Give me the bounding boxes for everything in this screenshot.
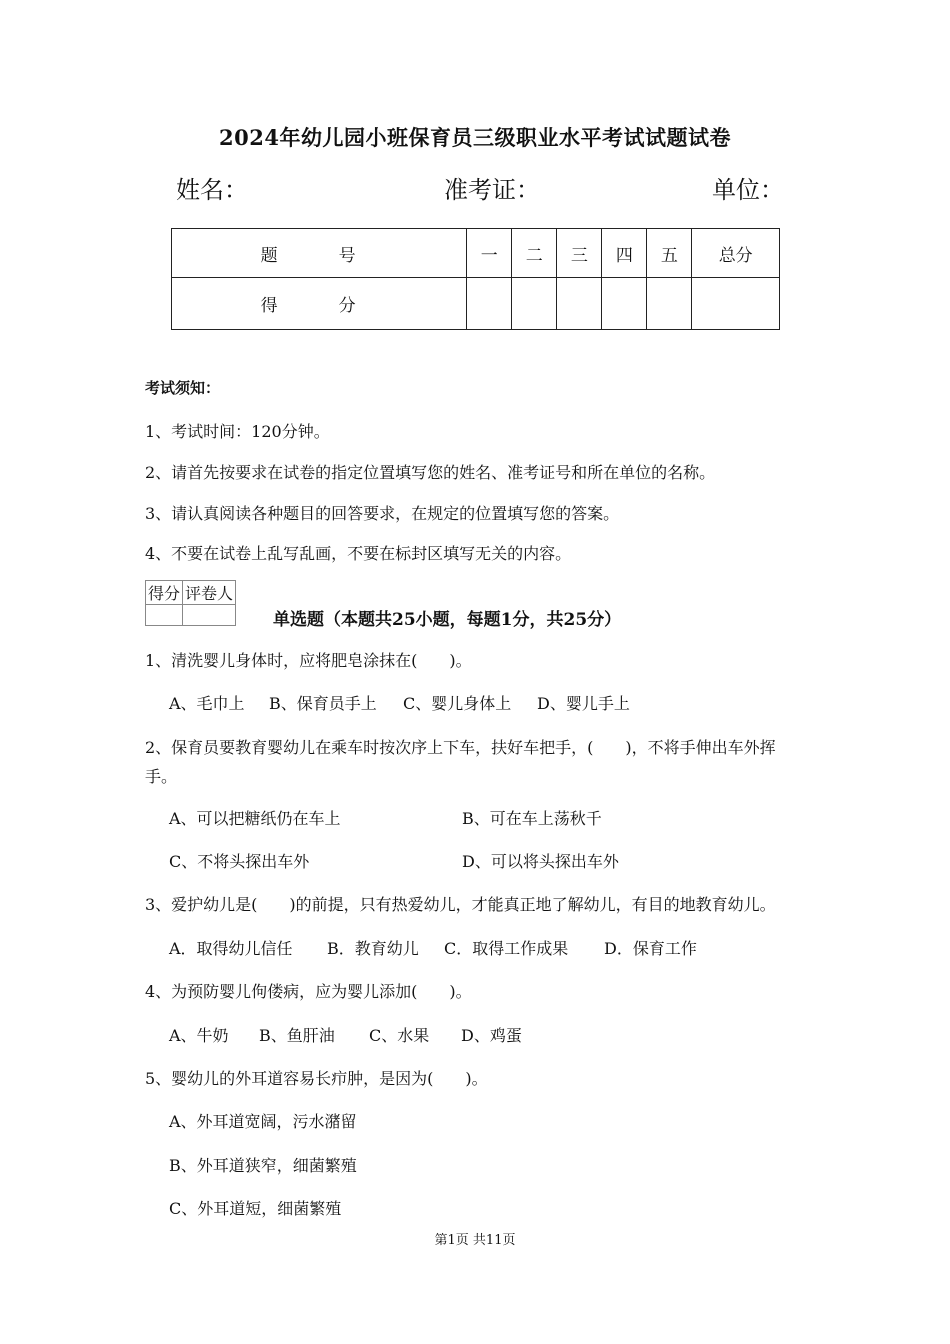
column-header: 二 — [512, 229, 557, 278]
unit-field-label: 单位： — [712, 176, 784, 204]
notice-item: 2、请首先按要求在试卷的指定位置填写您的姓名、准考证号和所在单位的名称。 — [145, 463, 716, 482]
option: C、不将头探出车外 — [169, 852, 310, 871]
grader-name-label: 评卷人 — [183, 581, 236, 605]
section-title: 单选题（本题共25小题，每题1分，共25分） — [273, 610, 622, 630]
question-stem: 3、爱护幼儿是( )的前提，只有热爱幼儿，才能真正地了解幼儿，有目的地教育幼儿。 — [145, 895, 776, 914]
question-stem: 2、保育员要教育婴幼儿在乘车时按次序上下车，扶好车把手，( )，不将手伸出车外挥 — [145, 738, 776, 757]
option: C、外耳道短，细菌繁殖 — [169, 1199, 342, 1218]
option: B、可在车上荡秋千 — [462, 809, 602, 828]
score-table — [171, 228, 780, 330]
option: A、可以把糖纸仍在车上 — [169, 809, 341, 828]
score-cell — [647, 278, 692, 330]
notice-item: 3、请认真阅读各种题目的回答要求，在规定的位置填写您的答案。 — [145, 504, 620, 523]
option: D．保育工作 — [604, 939, 697, 958]
name-field-label: 姓名： — [176, 176, 248, 204]
score-table-header-row — [172, 229, 780, 278]
option: C、水果 — [369, 1026, 430, 1045]
column-header: 三 — [557, 229, 602, 278]
score-cell — [602, 278, 647, 330]
page-footer: 第1页 共11页 — [434, 1233, 516, 1248]
grader-score-label: 得分 — [146, 581, 183, 605]
column-header: 四 — [602, 229, 647, 278]
exam-number-field-label: 准考证： — [444, 176, 540, 204]
score-table-score-row — [172, 278, 780, 330]
score-cell — [557, 278, 602, 330]
question-stem-continuation: 手。 — [145, 767, 178, 786]
grader-name-cell — [183, 605, 236, 626]
question-stem: 1、清洗婴儿身体时，应将肥皂涂抹在( )。 — [145, 651, 472, 670]
option: A、毛巾上 — [169, 694, 245, 713]
option: D、婴儿手上 — [537, 694, 630, 713]
question-stem: 5、婴幼儿的外耳道容易长疖肿，是因为( )。 — [145, 1069, 488, 1088]
score-cell — [692, 278, 780, 330]
question-number-header: 题 号 — [172, 229, 467, 278]
column-header: 总分 — [692, 229, 780, 278]
option: D、可以将头探出车外 — [462, 852, 619, 871]
option: A．取得幼儿信任 — [169, 939, 293, 958]
column-header: 一 — [467, 229, 512, 278]
score-cell — [512, 278, 557, 330]
option: C、婴儿身体上 — [403, 694, 512, 713]
notice-heading: 考试须知： — [145, 379, 221, 397]
option: A、牛奶 — [169, 1026, 229, 1045]
option: B、保育员手上 — [269, 694, 377, 713]
grader-box — [145, 580, 236, 626]
grader-score-cell — [146, 605, 183, 626]
option: B、外耳道狭窄，细菌繁殖 — [169, 1156, 357, 1175]
page-title: 2024年幼儿园小班保育员三级职业水平考试试题试卷 — [219, 125, 731, 150]
column-header: 五 — [647, 229, 692, 278]
score-cell — [467, 278, 512, 330]
notice-item: 4、不要在试卷上乱写乱画，不要在标封区填写无关的内容。 — [145, 544, 572, 563]
option: B、鱼肝油 — [259, 1026, 335, 1045]
option: B．教育幼儿 — [327, 939, 419, 958]
option: A、外耳道宽阔，污水潴留 — [169, 1112, 357, 1131]
score-header: 得 分 — [172, 278, 467, 330]
option: C．取得工作成果 — [444, 939, 569, 958]
notice-item: 1、考试时间：120分钟。 — [145, 422, 330, 441]
question-stem: 4、为预防婴儿佝偻病，应为婴儿添加( )。 — [145, 982, 472, 1001]
option: D、鸡蛋 — [461, 1026, 522, 1045]
